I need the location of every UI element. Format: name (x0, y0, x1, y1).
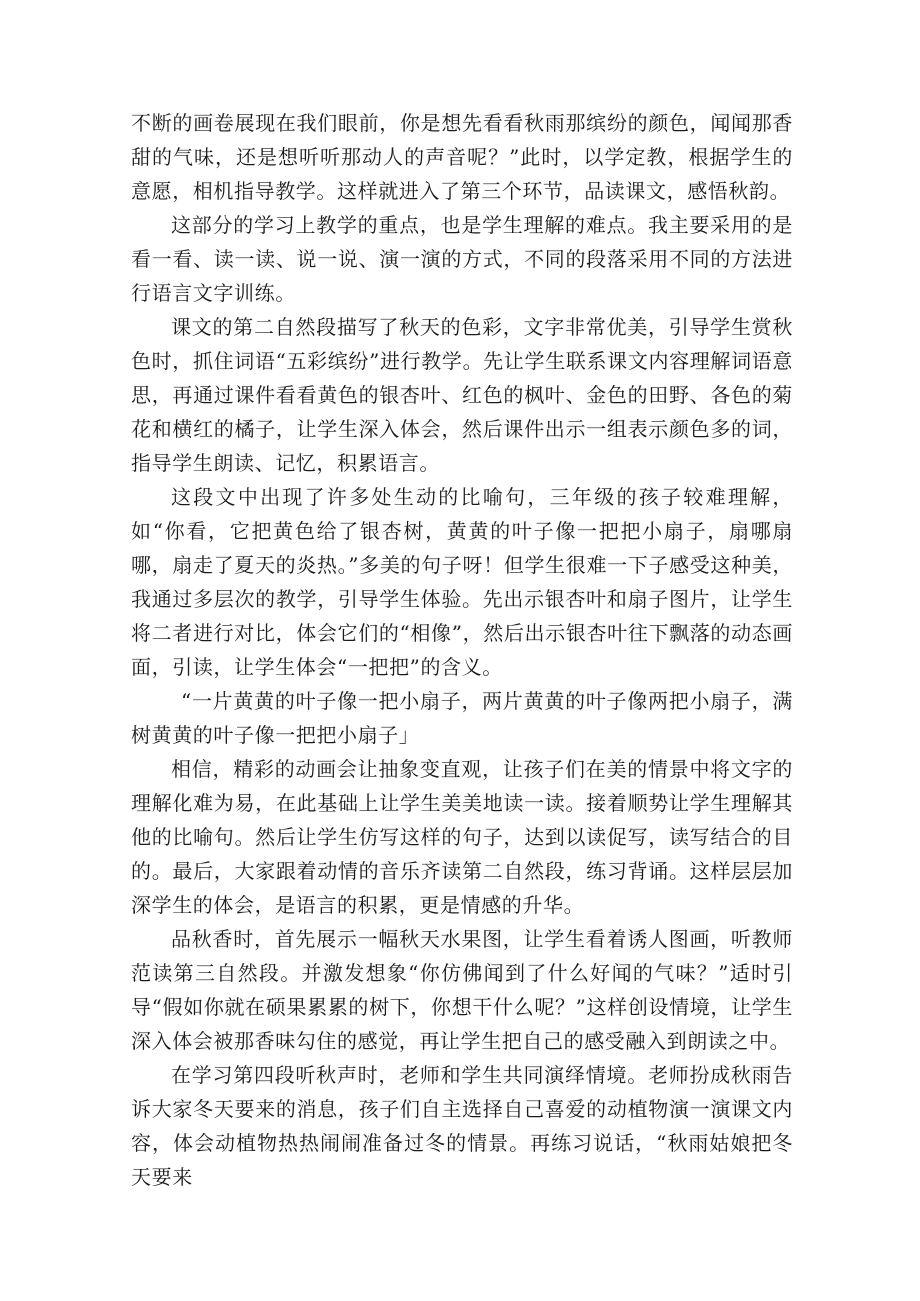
paragraph-quoted-sentence: “一片黄黄的叶子像一把小扇子，两片黄黄的叶子像两把小扇子，满树黄黄的叶子像一把把小扇子」 (131, 689, 793, 747)
paragraph-animation-reading: 相信，精彩的动画会让抽象变直观，让孩子们在美的情景中将文字的理解化难为易，在此基础上让学生美美地读一读。接着顺势让学生理解其他的比喻句。然后让学生仿写这样的句子，达到以读促写，读写结合的目的。最后，大家跟着动情的音乐齐读第二自然段，练习背诵。这样层层加深学生的体会，是语言的积累，更是情感的升华。 (131, 757, 793, 917)
document-body (131, 106, 793, 1194)
paragraph-autumn-sounds: 在学习第四段听秋声时，老师和学生共同演绎情境。老师扮成秋雨告诉大家冬天要来的消息，孩子们自主选择自己喜爱的动植物演一演课文内容，体会动植物热热闹闹准备过冬的情景。再练习说话，“秋雨姑娘把冬天要来 (131, 1063, 793, 1189)
paragraph-metaphors: 这段文中出现了许多处生动的比喻句，三年级的孩子较难理解，如“你看，它把黄色给了银杏树，黄黄的叶子像一把把小扇子，扇哪扇哪，扇走了夏天的炎热。”多美的句子呀！但学生很难一下子感受这种美，我通过多层次的教学，引导学生体验。先出示银杏叶和扇子图片，让学生将二者进行对比，体会它们的“相像”，然后出示银杏叶往下飘落的动态画面，引读，让学生体会“一把把”的含义。 (131, 485, 793, 679)
paragraph-autumn-fragrance: 品秋香时，首先展示一幅秋天水果图，让学生看着诱人图画，听教师范读第三自然段。并激发想象“你仿佛闻到了什么好闻的气味？”适时引导“假如你就在硕果累累的树下，你想干什么呢？”这样创设情境，让学生深入体会被那香味勾住的感觉，再让学生把自己的感受融入到朗读之中。 (131, 927, 793, 1053)
paragraph-continued-intro: 不断的画卷展现在我们眼前，你是想先看看秋雨那缤纷的颜色，闻闻那香甜的气味，还是想听听那动人的声音呢？”此时，以学定教，根据学生的意愿，相机指导教学。这样就进入了第三个环节，品读课文，感悟秋韵。 (131, 111, 793, 203)
paragraph-teaching-focus: 这部分的学习上教学的重点，也是学生理解的难点。我主要采用的是看一看、读一读、说一说、演一演的方式，不同的段落采用不同的方法进行语言文字训练。 (131, 213, 793, 305)
paragraph-autumn-colors: 课文的第二自然段描写了秋天的色彩，文字非常优美，引导学生赏秋色时，抓住词语“五彩缤纷”进行教学。先让学生联系课文内容理解词语意思，再通过课件看看黄色的银杏叶、红色的枫叶、金色的田野、各色的菊花和横红的橘子，让学生深入体会，然后课件出示一组表示颜色多的词，指导学生朗读、记忆，积累语言。 (131, 315, 793, 475)
